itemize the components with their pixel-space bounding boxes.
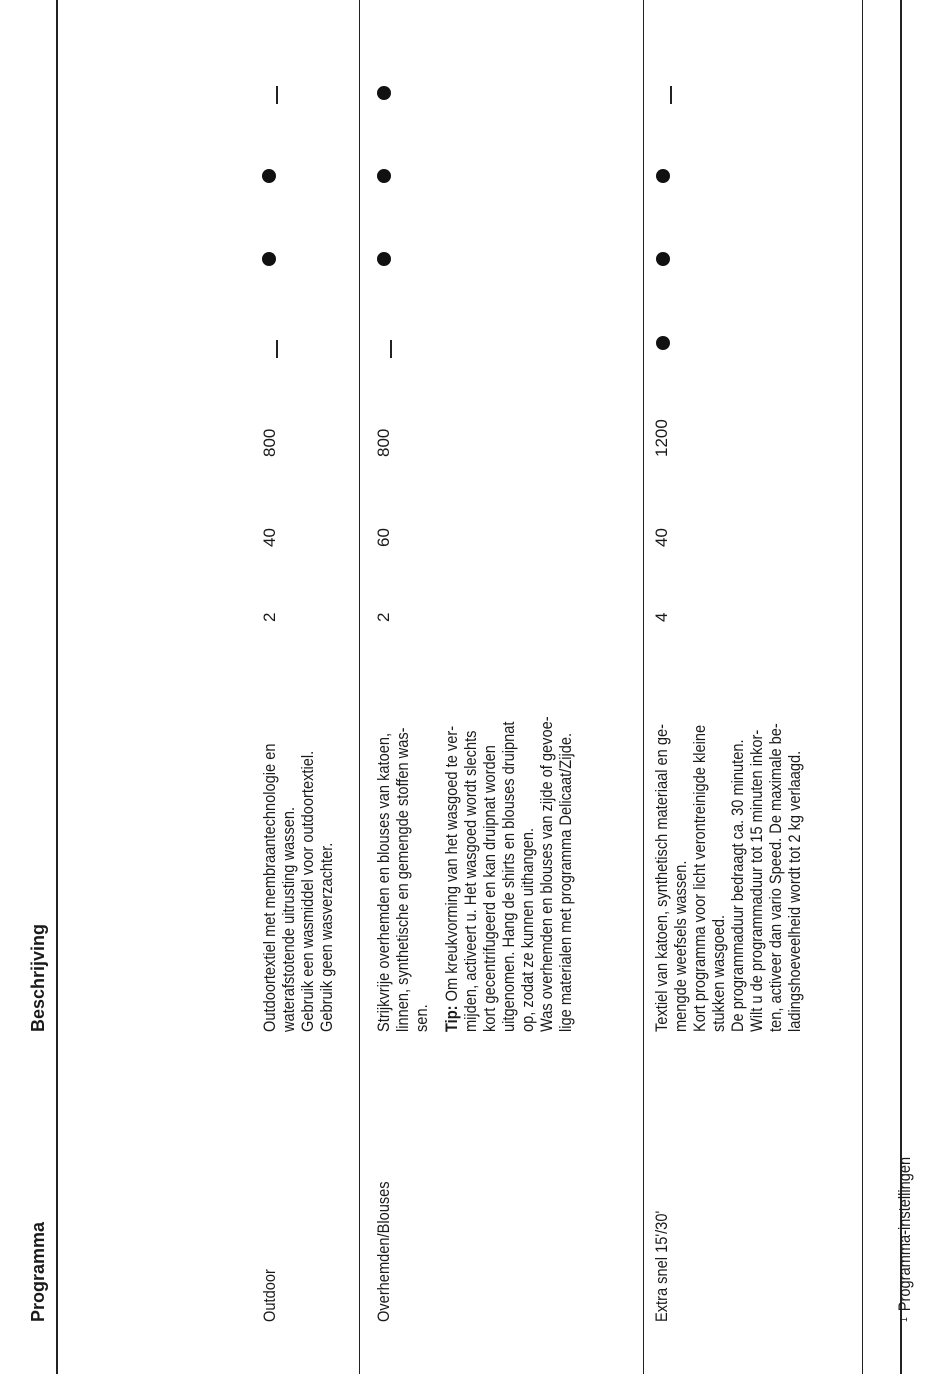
applicable-dot	[262, 252, 276, 266]
spin-value: 1200	[652, 419, 671, 457]
program-description: Strijkvrije overhemden en blouses van katoen, linnen, synthetische en gemengde stoffen was- sen. Tip: Om kreukvorming van het wasgoed te ver- mijden, activeert u. Het wasgoed wordt slechts kort gecentrifugeerd en kan druipnat worden uitgenomen. Hang de shirts en blouses druipnat op, zodat ze kunnen uithangen. Was overhemden en blouses van zijde of gevoe- lige materialen met programma Delicaat/Zijde.	[374, 716, 575, 1032]
program-name: Overhemden/Blouses	[374, 1181, 393, 1322]
program-description: Outdoortextiel met membraantechnologie en waterafstotende uitrusting wassen. Gebruik een wasmiddel voor outdoortextiel. Gebruik geen wasverzachter.	[260, 743, 336, 1032]
tip-label: Tip:	[442, 1005, 461, 1032]
applicable-dot	[656, 336, 670, 350]
applicable-dot	[377, 252, 391, 266]
not-applicable-mark	[276, 340, 278, 358]
footnote-text: Programma-instellingen	[895, 1156, 914, 1312]
applicable-dot	[656, 169, 670, 183]
program-name: Outdoor	[260, 1269, 279, 1322]
program-name: Extra snel 15'/30'	[652, 1210, 671, 1322]
program-description: Textiel van katoen, synthetisch materiaal en ge- mengde weefsels wassen. Kort programma voor licht verontreinigde kleine stukken wasgoed. De programmaduur bedraagt ca. 30 minuten. Wilt u de programmaduur tot 15 minuten inkor- ten, activeer dan vario Speed. De maximale be- ladingshoeveelheid wordt tot 2 kg verlaagd.	[652, 723, 804, 1032]
header-rule	[56, 0, 58, 1374]
applicable-dot	[262, 169, 276, 183]
applicable-dot	[377, 169, 391, 183]
applicable-dot	[377, 86, 391, 100]
table-bottom-rule	[862, 0, 863, 1374]
header-program: Programma	[28, 1221, 48, 1322]
not-applicable-mark	[390, 340, 392, 358]
applicable-dot	[656, 252, 670, 266]
footnote-marker: 1	[899, 1317, 910, 1322]
header-description: Beschrijving	[28, 923, 48, 1032]
row-separator	[643, 0, 644, 1374]
spin-value: 800	[374, 428, 393, 457]
load-value: 4	[652, 612, 671, 622]
temperature-value: 40	[652, 528, 671, 547]
load-value: 2	[260, 612, 279, 622]
not-applicable-mark	[276, 86, 278, 104]
temperature-value: 40	[260, 528, 279, 547]
row-separator	[359, 0, 360, 1374]
temperature-value: 60	[374, 528, 393, 547]
footnote	[895, 1130, 914, 1322]
spin-value: 800	[260, 428, 279, 457]
load-value: 2	[374, 612, 393, 622]
not-applicable-mark	[670, 86, 672, 104]
